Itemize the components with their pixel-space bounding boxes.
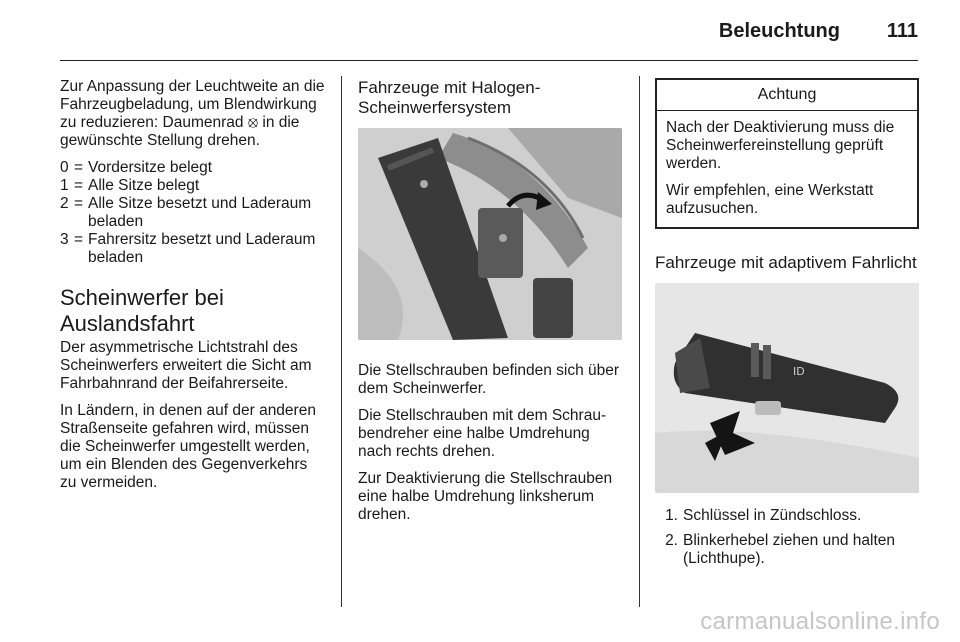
warning-body — [657, 111, 917, 218]
list-item: 1 = Alle Sitze belegt — [60, 177, 200, 194]
warning-title: Achtung — [657, 80, 917, 111]
heading-adaptive: Fahrzeuge mit adaptivem Fahrlicht — [655, 253, 917, 272]
paragraph: Die Stellschrauben mit dem Schraubendreher eine halbe Umdrehung nach rechts drehen. — [358, 407, 607, 460]
paragraph: In Ländern, in denen auf der anderen Straßenseite gefahren wird, müssen die Scheinwerfer umgestellt werden, um ein Blenden des Gegenverkehrs zu vermeiden. — [60, 402, 316, 491]
paragraph: Zur Deaktivierung die Stellschrauben eine halbe Umdrehung linksherum drehen. — [358, 470, 613, 523]
list-item: 2. Blinkerhebel ziehen und halten (Lichthupe). — [665, 532, 895, 567]
watermark: carmanualsonline.info — [700, 608, 940, 635]
column-divider-2 — [639, 76, 640, 607]
column-1 — [60, 78, 326, 501]
paragraph: Die Stellschrauben befinden sich über dem Scheinwerfer. — [358, 362, 620, 397]
list-item: 3 = Fahrersitz besetzt und Laderaum beladen — [60, 231, 316, 266]
headlamp-adjuster-image — [358, 128, 622, 340]
intro-paragraph: Zur Anpassung der Leuchtweite an die Fahrzeugbeladung, um Blendwirkung zu reduzieren: Daumenrad ⦻ in die gewünschte Stellung drehen. — [60, 78, 325, 149]
warning-paragraph: Nach der Deaktivierung muss die Scheinwerfereinstellung geprüft werden. — [666, 119, 895, 172]
heading-halogen: Fahrzeuge mit Halogen-Scheinwerfersystem — [358, 78, 541, 117]
section-title: Beleuchtung — [718, 20, 840, 42]
page-number: 111 — [886, 20, 918, 42]
svg-text:ID: ID — [793, 365, 805, 378]
heading-auslandsfahrt: Scheinwerfer bei Auslandsfahrt — [60, 285, 224, 336]
list-item: 2 = Alle Sitze besetzt und Laderaum beladen — [60, 195, 312, 230]
column-3 — [655, 78, 919, 575]
steps-list — [655, 507, 919, 568]
header-rule — [60, 60, 918, 61]
warning-box — [655, 78, 919, 229]
paragraph: Der asymmetrische Lichtstrahl des Scheinwerfers erweitert die Sicht am Fahrbahnrand der Beifahrerseite. — [60, 339, 312, 392]
list-item: 1. Schlüssel in Zündschloss. — [665, 507, 862, 524]
indicator-lever-image — [655, 283, 919, 493]
column-2 — [358, 78, 622, 533]
column-divider-1 — [341, 76, 342, 607]
list-item: 0 = Vordersitze belegt — [60, 159, 213, 176]
position-list — [60, 159, 326, 267]
page-header — [60, 16, 918, 46]
warning-paragraph: Wir empfehlen, eine Werkstatt aufzusuchen. — [666, 182, 874, 217]
